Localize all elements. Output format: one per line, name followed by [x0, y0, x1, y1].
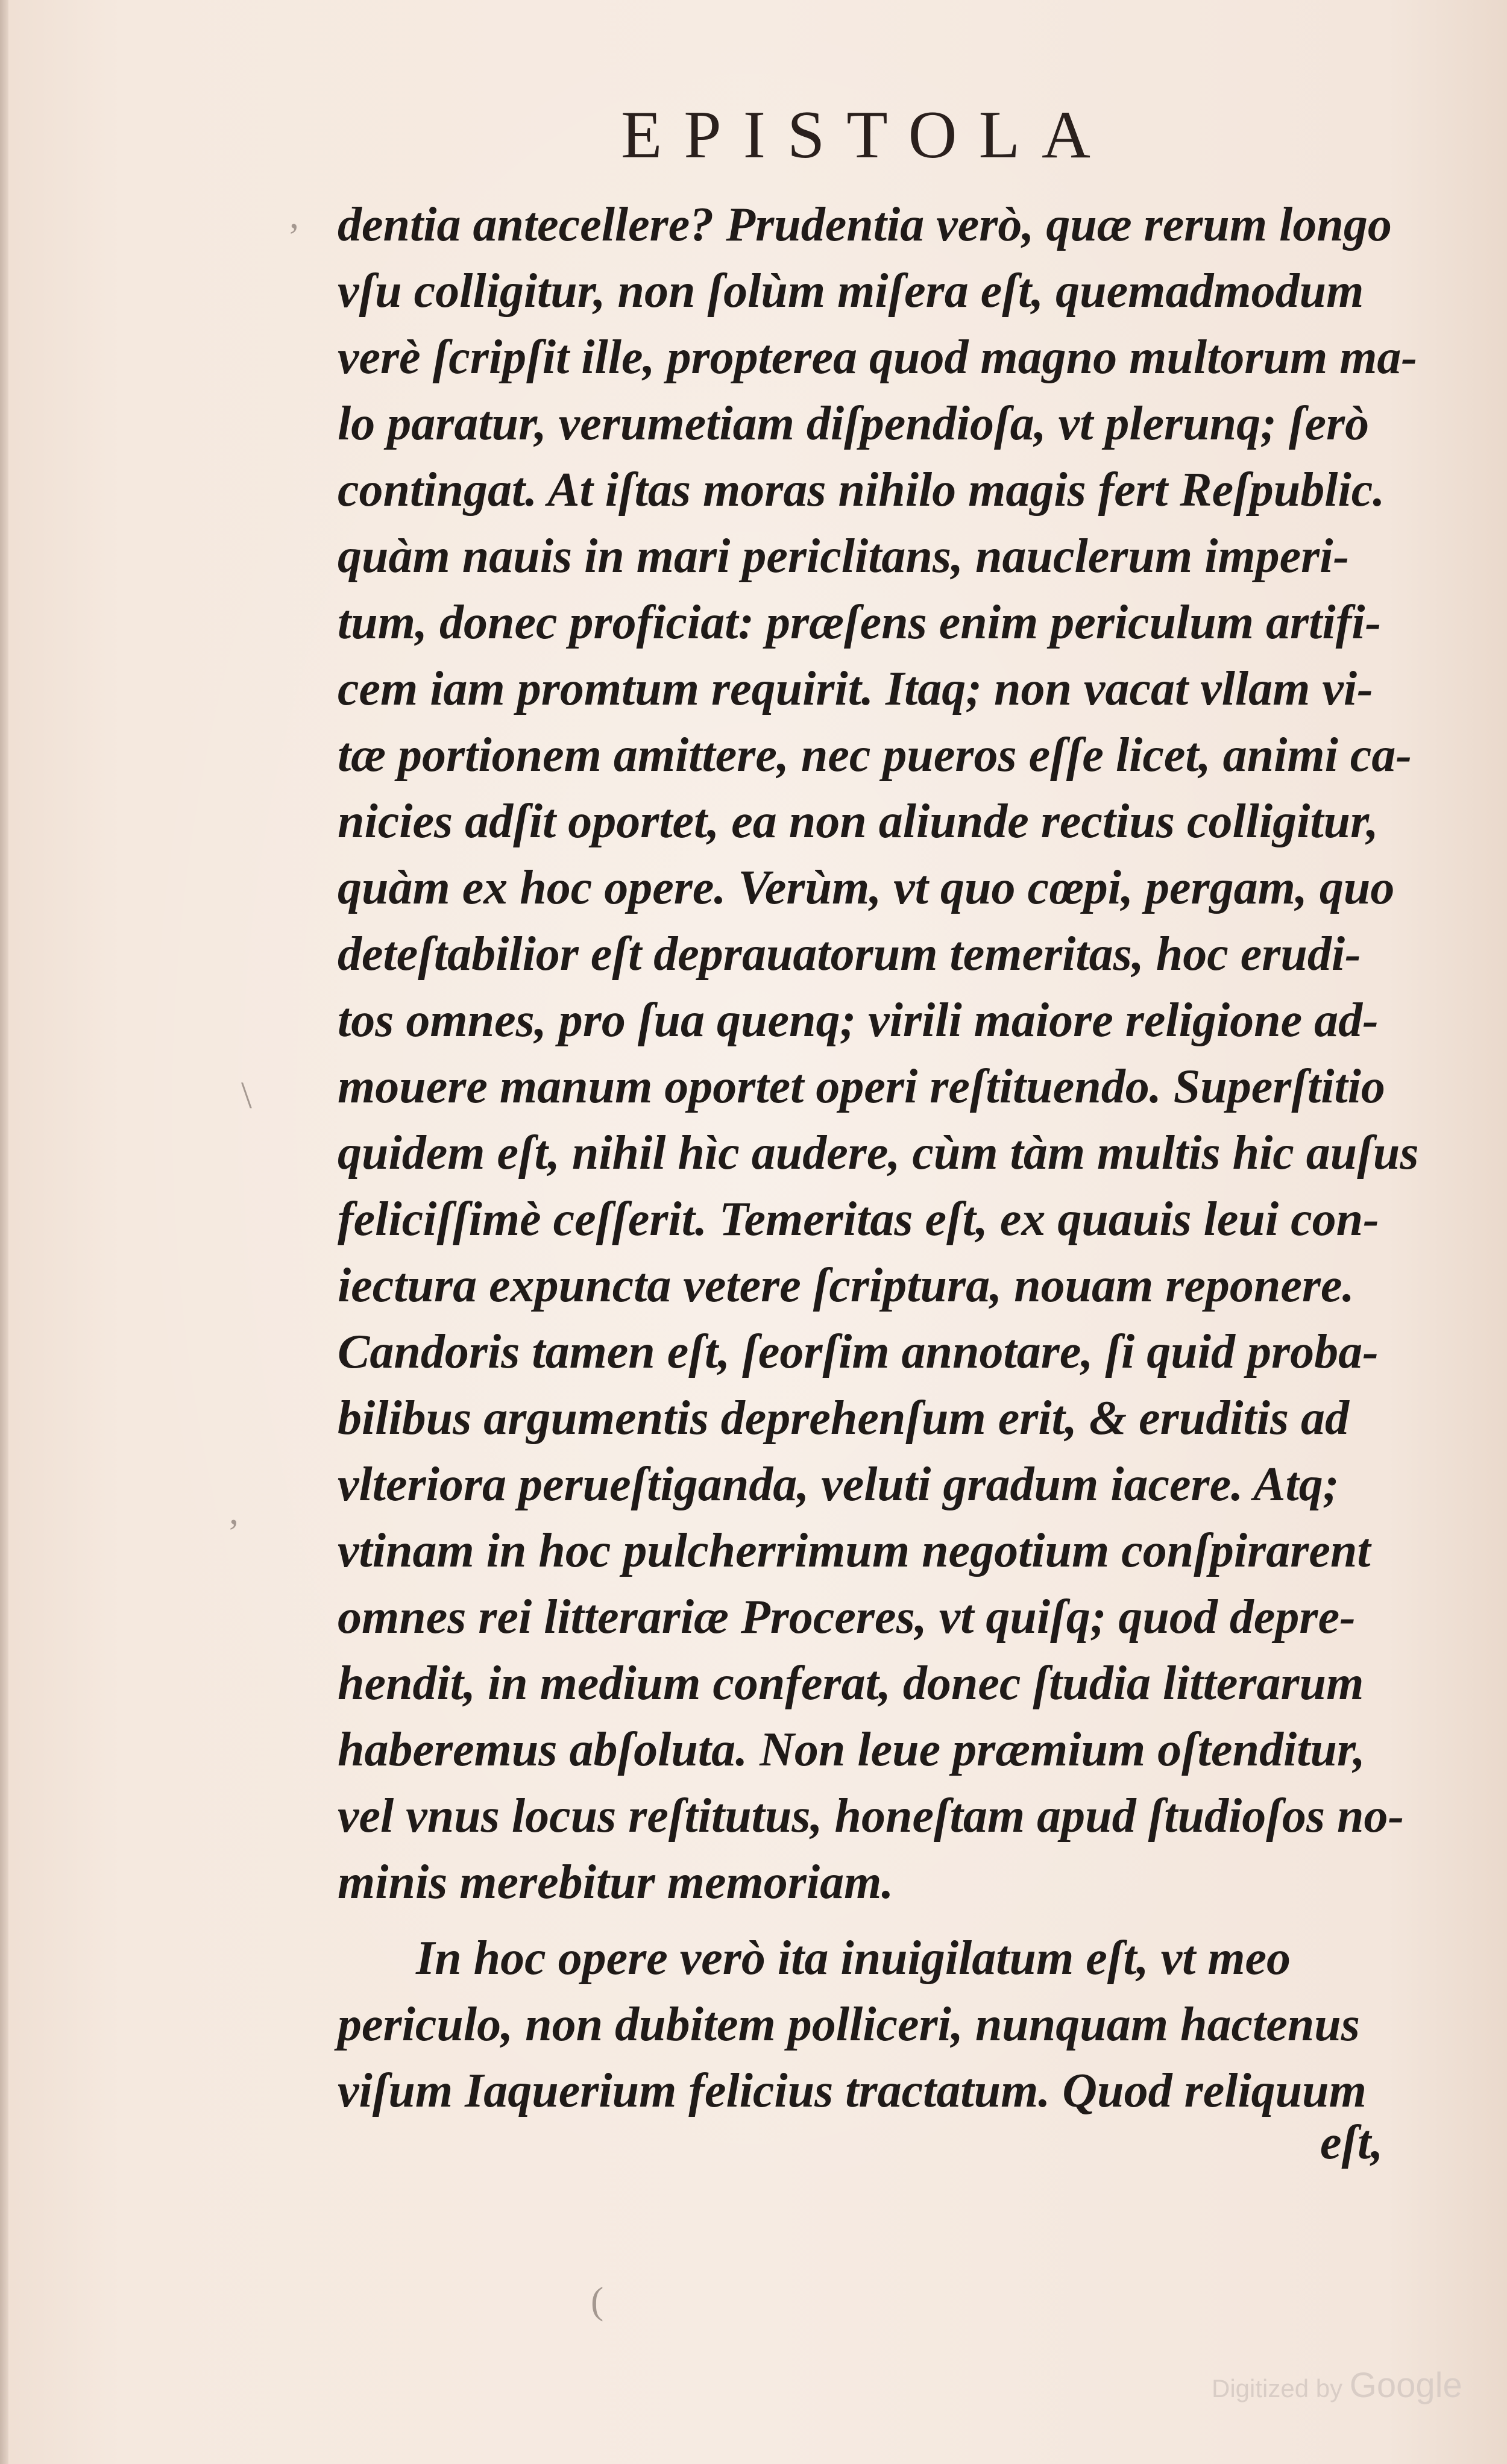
text-line-16: feliciſſimè ceſſerit. Temeritas eſt, ex quauis leui con-	[338, 1193, 1379, 1246]
text-line-25: vel vnus locus reſtitutus, honeſtam apud ſtudioſos no-	[338, 1790, 1405, 1843]
watermark-prefix: Digitized by	[1212, 2374, 1343, 2403]
text-line-18: Candoris tamen eſt, ſeorſim annotare, ſi quid proba-	[338, 1325, 1379, 1378]
margin-mark: \	[241, 1073, 252, 1116]
text-line-24: haberemus abſoluta. Non leue præmium oſtenditur,	[338, 1723, 1365, 1776]
text-line-23: hendit, in medium conferat, donec ſtudia litterarum	[338, 1657, 1364, 1710]
text-line-17: iectura expuncta vetere ſcriptura, nouam reponere.	[338, 1259, 1354, 1312]
watermark-brand: Google	[1349, 2366, 1462, 2405]
text-line-2: vſu colligitur, non ſolùm miſera eſt, quemadmodum	[338, 265, 1364, 318]
text-line-6: quàm nauis in mari periclitans, nauclerum imperi-	[338, 530, 1350, 583]
text-line-3: verè ſcripſit ille, propterea quod magno multorum ma-	[338, 331, 1418, 384]
text-line-22: omnes rei litterariæ Proceres, vt quiſq; quod depre-	[338, 1591, 1356, 1644]
catchword: eſt,	[1320, 2116, 1383, 2169]
text-line-8: cem iam promtum requirit. Itaq; non vacat vllam vi-	[338, 662, 1373, 715]
margin-mark: ,	[229, 1489, 239, 1532]
page-gutter-edge	[0, 0, 8, 2464]
text-line-11: quàm ex hoc opere. Verùm, vt quo cœpi, pergam, quo	[338, 861, 1395, 914]
text-line-10: nicies adſit oportet, ea non aliunde rectius colligitur,	[338, 795, 1379, 848]
text-line-13: tos omnes, pro ſua quenq; virili maiore religione ad-	[338, 994, 1379, 1047]
text-line-29: viſum Iaquerium felicius tractatum. Quod reliquum	[338, 2064, 1367, 2117]
text-line-28: periculo, non dubitem polliceri, nunquam hactenus	[338, 1998, 1360, 2051]
text-line-12: deteſtabilior eſt deprauatorum temeritas, hoc erudi-	[338, 928, 1361, 981]
text-line-9: tæ portionem amittere, nec pueros eſſe licet, animi ca-	[338, 729, 1412, 782]
text-line-5: contingat. At iſtas moras nihilo magis fert Reſpublic.	[338, 464, 1385, 517]
running-head: EPISTOLA	[621, 98, 1112, 172]
margin-mark: (	[591, 2279, 604, 2322]
text-line-19: bilibus argumentis deprehenſum erit, & eruditis ad	[338, 1392, 1350, 1445]
text-line-26: minis merebitur memoriam.	[338, 1856, 894, 1909]
digitized-watermark	[1212, 2365, 1462, 2406]
text-line-1: dentia antecellere? Prudentia verò, quæ rerum longo	[338, 198, 1392, 251]
text-line-7: tum, donec proficiat: præſens enim periculum artifi-	[338, 596, 1382, 649]
text-line-4: lo paratur, verumetiam diſpendioſa, vt plerunq; ſerò	[338, 397, 1370, 450]
text-line-15: quidem eſt, nihil hìc audere, cùm tàm multis hic auſus	[338, 1127, 1419, 1180]
margin-mark: ,	[289, 193, 299, 236]
text-line-20: vlteriora perueſtiganda, veluti gradum iacere. Atq;	[338, 1458, 1339, 1511]
text-line-14: mouere manum oportet operi reſtituendo. Superſtitio	[338, 1060, 1385, 1113]
text-line-21: vtinam in hoc pulcherrimum negotium conſpirarent	[338, 1524, 1371, 1577]
text-line-27: In hoc opere verò ita inuigilatum eſt, vt meo	[416, 1932, 1291, 1985]
